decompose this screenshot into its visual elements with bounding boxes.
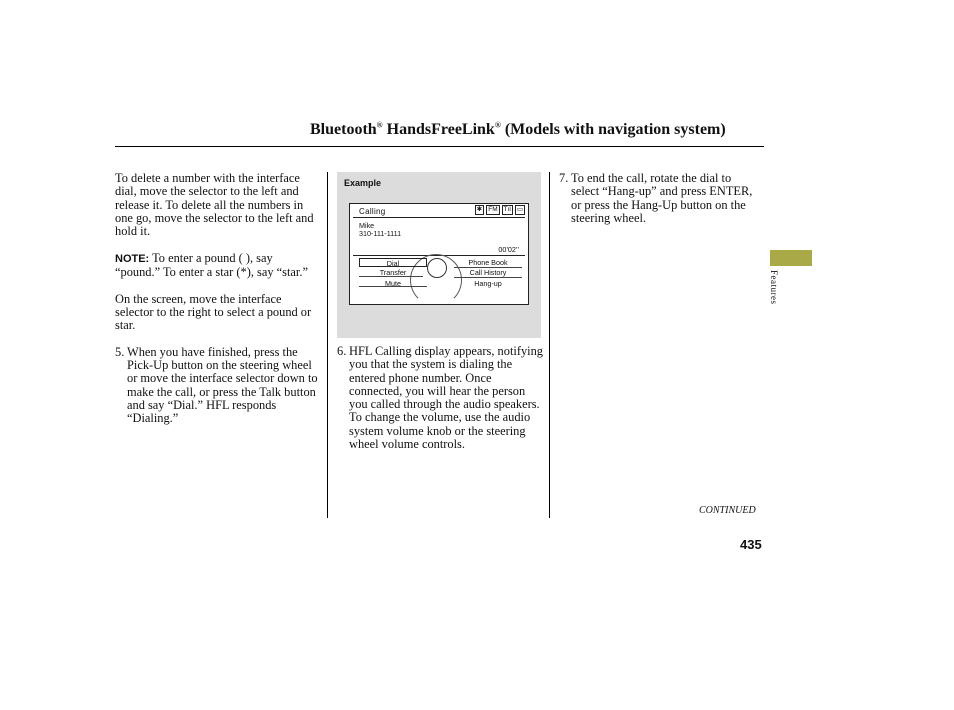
column-left	[115, 172, 320, 426]
column-divider-1	[327, 172, 328, 518]
column-middle	[337, 345, 543, 451]
paragraph-delete-number: To delete a number with the interface dial, move the selector to the left and release it. To delete all the numbers in one go, move the selector to the left and hold it.	[115, 171, 314, 239]
signal-icon: Tıl	[503, 206, 511, 213]
section-label: Features	[769, 270, 779, 305]
battery-icon: ▭	[516, 206, 523, 213]
page-title: Bluetooth® HandsFreeLink® (Models with navigation system)	[310, 120, 726, 138]
menu-divider	[454, 277, 522, 278]
note-label: NOTE:	[115, 252, 150, 265]
call-timer: 00’02’’	[498, 245, 519, 254]
column-divider-2	[549, 172, 550, 518]
step-7: 7. To end the call, rotate the dial to select “Hang-up” and press ENTER, or press the Hang-Up button on the steering wheel.	[559, 171, 753, 225]
status-icons	[475, 205, 525, 215]
example-label: Example	[344, 178, 382, 188]
bluetooth-icon: ✱	[476, 206, 483, 213]
page-number: 435	[740, 537, 762, 552]
step-6: 6. HFL Calling display appears, notifying you that the system is dialing the entered phone number. Once connected, you will hear the person you called through the audio speakers. To change the volume, use the audio system volume knob or the steering wheel volume controls.	[337, 344, 543, 452]
menu-dial[interactable]: Dial	[359, 258, 427, 267]
menu-mute[interactable]: Mute	[385, 279, 401, 288]
title-rule	[115, 146, 764, 147]
example-figure	[337, 172, 541, 338]
hfl-calling-screen	[349, 203, 529, 305]
menu-transfer[interactable]: Transfer	[379, 268, 407, 277]
fm-icon: FM	[488, 206, 498, 213]
paragraph-pound-star: On the screen, move the interface selector to the right to select a pound or star.	[115, 291, 312, 333]
dial-knob-icon	[427, 258, 447, 278]
section-tab	[770, 250, 812, 266]
note-paragraph: NOTE: To enter a pound ( ), say “pound.” To enter a star (*), say “star.”	[115, 250, 308, 280]
caller-number: 310-111-1111	[359, 229, 402, 238]
continued-label: CONTINUED	[699, 505, 756, 516]
menu-call-history[interactable]: Call History	[469, 268, 507, 277]
screen-title: Calling	[359, 207, 386, 216]
menu-phone-book[interactable]: Phone Book	[468, 258, 508, 267]
caller-name: Mike	[359, 221, 375, 230]
column-right	[559, 172, 754, 225]
menu-hang-up[interactable]: Hang-up	[474, 279, 502, 288]
step-5: 5. When you have finished, press the Pick-Up button on the steering wheel or move the interface selector down to make the call, or press the Talk button and say “Dial.” HFL responds “Dialing.”	[115, 344, 318, 426]
